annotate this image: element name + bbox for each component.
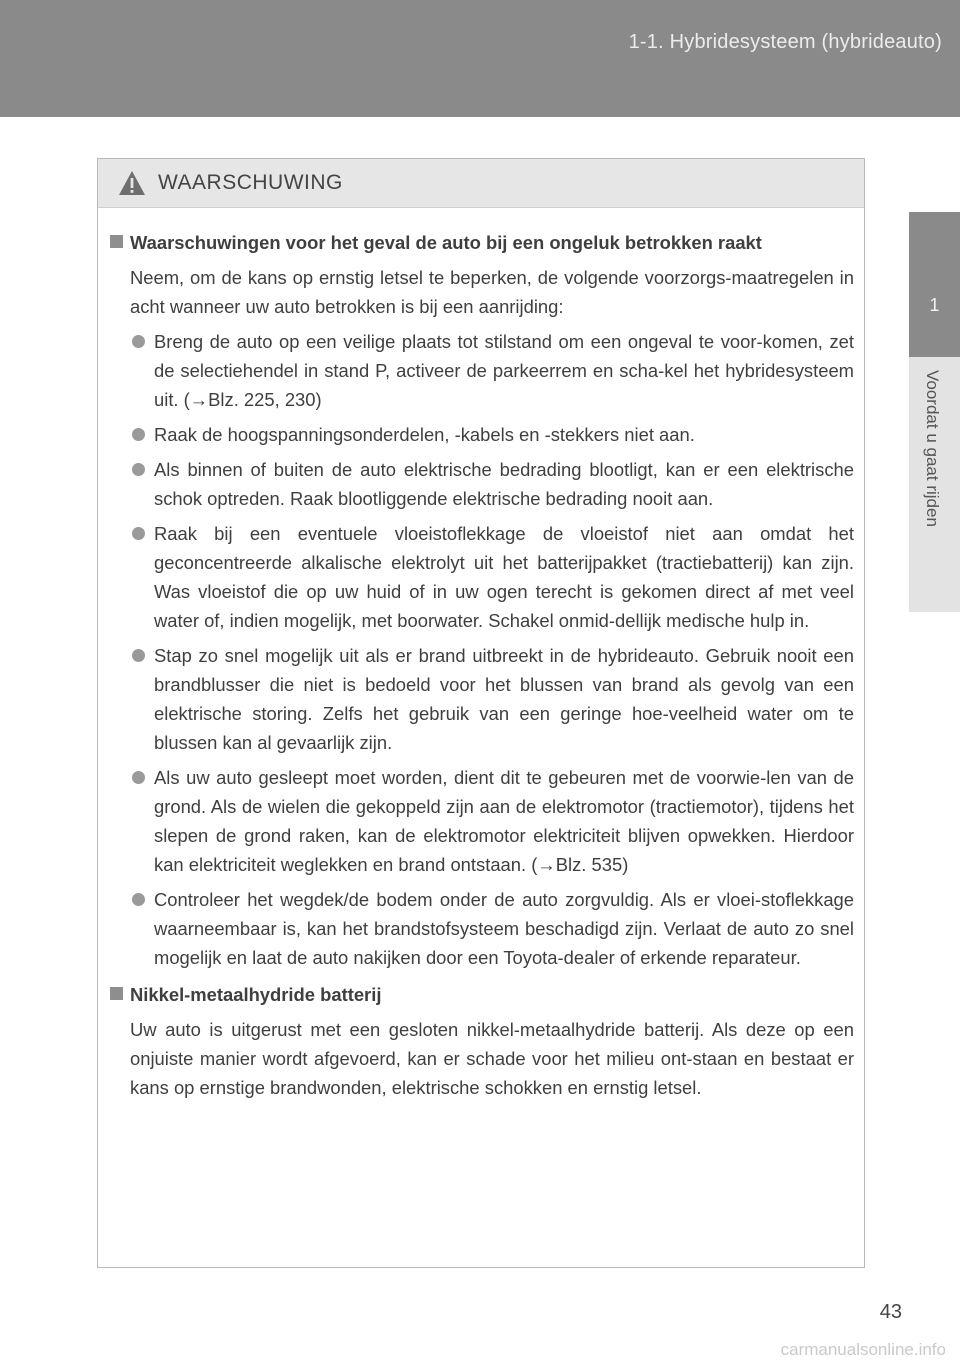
watermark: carmanualsonline.info: [780, 1340, 946, 1359]
chapter-tab: [909, 212, 960, 357]
section-heading: Waarschuwingen voor het geval de auto bij een ongeluk betrokken raakt: [110, 228, 854, 257]
circle-bullet-icon: [132, 527, 145, 540]
circle-bullet-icon: [132, 335, 145, 348]
square-bullet-icon: [110, 235, 123, 248]
warning-box: [97, 158, 865, 1268]
warning-triangle-icon: [118, 170, 146, 196]
circle-bullet-icon: [132, 649, 145, 662]
circle-bullet-icon: [132, 771, 145, 784]
section-heading: Nikkel-metaalhydride batterij: [110, 980, 854, 1009]
section-intro: Neem, om de kans op ernstig letsel te beperken, de volgende voorzorgs-maatregelen in acht wanneer uw auto betrokken is bij een aanrijding:: [130, 267, 854, 317]
circle-bullet-icon: [132, 463, 145, 476]
page-number: 43: [879, 1301, 902, 1323]
circle-bullet-icon: [132, 428, 145, 441]
list-item: Raak de hoogspanningsonderdelen, -kabels en -stekkers niet aan.: [110, 420, 854, 449]
square-bullet-icon: [110, 987, 123, 1000]
warning-title: WAARSCHUWING: [158, 171, 343, 194]
list-item: Raak bij een eventuele vloeistoflekkage de vloeistof niet aan omdat het geconcentreerde alkalische elektrolyt uit het batterijpakket (tractiebatterij) kan zijn. Was vloeistof die op uw huid of in uw ogen terecht is gekomen direct af met veel water of, indien mogelijk, met boorwater. Schakel onmid-dellijk medische hulp in.: [110, 519, 854, 635]
header-band: [0, 0, 960, 117]
warning-body: [98, 208, 864, 1102]
list-item: Als binnen of buiten de auto elektrische bedrading blootligt, kan er een elektrische schok optreden. Raak blootliggende elektrische bedrading nooit aan.: [110, 455, 854, 513]
list-item: Stap zo snel mogelijk uit als er brand uitbreekt in de hybrideauto. Gebruik nooit een brandblusser die niet is bedoeld voor het blussen van brand als gevolg van een elektrische storing. Zelfs het gebruik van een geringe hoe-veelheid water om te blussen kan al gevaarlijk zijn.: [110, 641, 854, 757]
chapter-label: Voordat u gaat rijden: [923, 370, 942, 527]
list-item: Breng de auto op een veilige plaats tot stilstand om een ongeval te voor-komen, zet de selectiehendel in stand P, activeer de parkeerrem en scha-kel het hybridesysteem uit. (→Blz. 225, 230): [110, 327, 854, 414]
chapter-number: 1: [929, 295, 940, 315]
section-title: 1-1. Hybridesysteem (hybrideauto): [628, 31, 942, 53]
list-item: Controleer het wegdek/de bodem onder de auto zorgvuldig. Als er vloei-stoflekkage waarneembaar is, kan het brandstofsysteem beschadigd zijn. Verlaat de auto zo snel mogelijk en laat de auto nakijken door een Toyota-dealer of erkende reparateur.: [110, 885, 854, 972]
circle-bullet-icon: [132, 893, 145, 906]
list-item: Als uw auto gesleept moet worden, dient dit te gebeuren met de voorwie-len van de grond. Als de wielen die gekoppeld zijn aan de elektromotor (tractiemotor), tijdens het slepen de grond raken, kan de elektromotor elektriciteit blijven opwekken. Hierdoor kan elektriciteit weglekken en brand ontstaan. (→Blz. 535): [110, 763, 854, 879]
section-intro: Uw auto is uitgerust met een gesloten nikkel-metaalhydride batterij. Als deze op een onjuiste manier wordt afgevoerd, kan er schade voor het milieu ont-staan en bestaat er kans op ernstige brandwonden, elektrische schokken en ernstig letsel.: [130, 1019, 854, 1098]
warning-header: [98, 159, 864, 208]
